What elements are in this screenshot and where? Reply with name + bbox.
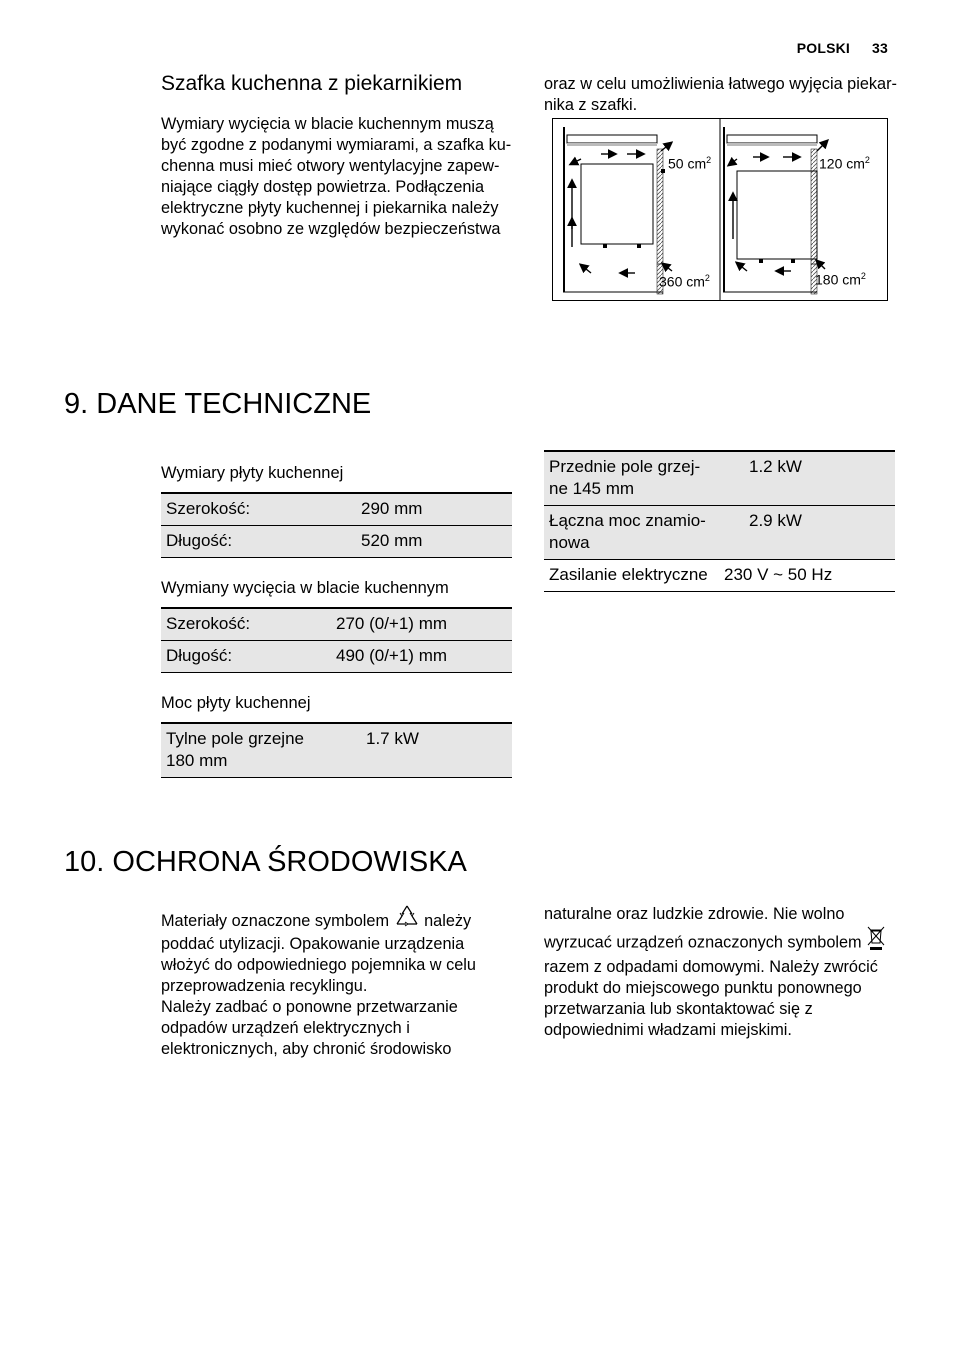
section-title: DANE TECHNICZNE bbox=[96, 388, 372, 420]
left-cabinet bbox=[563, 127, 672, 294]
table-row bbox=[161, 641, 512, 673]
row-label: Tylne pole grzejne 180 mm bbox=[161, 723, 361, 778]
cabinet-text bbox=[161, 114, 521, 240]
text-line: wyrzucać urządzeń oznaczonych symbolem bbox=[544, 925, 914, 957]
text-line: wykonać osobno ze względów bezpieczeństwa bbox=[161, 220, 501, 238]
left-top-opening-label: 50 $cm^2$ bbox=[668, 155, 712, 172]
row-label: Łączna moc znamio- nowa bbox=[544, 506, 719, 560]
row-label: Szerokość: bbox=[161, 608, 331, 641]
row-label: Zasilanie elektryczne bbox=[544, 560, 719, 592]
text-line: oraz w celu umożliwienia łatwego wyjęcia piekar- bbox=[544, 75, 897, 93]
row-value: 290 mm bbox=[356, 493, 512, 526]
text-line: być zgodne z podanymi wymiarami, a szafka ku- bbox=[161, 136, 512, 154]
row-value: 270 (0/+1) mm bbox=[331, 608, 512, 641]
text-line: Wymiary wycięcia w blacie kuchennym muszą bbox=[161, 115, 494, 133]
text-line: Materiały oznaczone symbolem należy bbox=[161, 904, 531, 934]
table-row bbox=[161, 526, 512, 558]
section-10-heading bbox=[64, 846, 467, 879]
right-bottom-opening-label: 180 $cm^2$ bbox=[815, 271, 866, 288]
row-value: 1.2 kW bbox=[719, 451, 895, 506]
text-line: naturalne oraz ludzkie zdrowie. Nie wolno bbox=[544, 905, 845, 923]
right-cabinet bbox=[723, 127, 827, 294]
cutout-table bbox=[161, 607, 512, 673]
left-bottom-opening-label: 360 $cm^2$ bbox=[659, 273, 710, 290]
table-row bbox=[161, 608, 512, 641]
power-table bbox=[161, 722, 512, 778]
row-value: 520 mm bbox=[356, 526, 512, 558]
text-line: elektryczne płyty kuchennej i piekarnika należy bbox=[161, 199, 499, 217]
section-number: 10. bbox=[64, 846, 105, 878]
text-line: elektronicznych, aby chronić środowisko bbox=[161, 1040, 452, 1058]
text-line: nika z szafki. bbox=[544, 96, 638, 114]
row-value: 230 V ~ 50 Hz bbox=[719, 560, 895, 592]
cabinet-heading: Szafka kuchenna z piekarnikiem bbox=[161, 72, 463, 95]
right-top-opening-label: 120 $cm^2$ bbox=[819, 155, 870, 172]
crossed-bin-icon bbox=[866, 925, 886, 961]
page-number: 33 bbox=[872, 40, 888, 56]
row-label: Długość: bbox=[161, 641, 331, 673]
text-line: przeprowadzenia recyklingu. bbox=[161, 977, 368, 995]
section-9-heading bbox=[64, 388, 371, 421]
row-value: 2.9 kW bbox=[719, 506, 895, 560]
cabinet-text-continued bbox=[544, 74, 904, 116]
table-row bbox=[544, 560, 895, 592]
row-label: Długość: bbox=[161, 526, 356, 558]
text-line: włożyć do odpowiedniego pojemnika w celu bbox=[161, 956, 476, 974]
section-number: 9. bbox=[64, 388, 89, 420]
language-label: POLSKI bbox=[796, 40, 851, 56]
row-label: Szerokość: bbox=[161, 493, 356, 526]
environment-text-right bbox=[544, 904, 914, 1041]
power-table-continued bbox=[544, 450, 895, 592]
text-line: razem z odpadami domowymi. Należy zwrócić bbox=[544, 958, 878, 976]
text-line: poddać utylizacji. Opakowanie urządzenia bbox=[161, 935, 465, 953]
text-line: chenna musi mieć otwory wentylacyjne zapew- bbox=[161, 157, 500, 175]
table-caption: Moc płyty kuchennej bbox=[161, 694, 311, 712]
text-line: produkt do miejscowego punktu ponownego bbox=[544, 979, 862, 997]
section-title: OCHRONA ŚRODOWISKA bbox=[112, 846, 467, 878]
ventilation-diagram bbox=[552, 118, 888, 301]
text-line: odpadów urządzeń elektrycznych i bbox=[161, 1019, 410, 1037]
text-line: przetwarzania lub skontaktować się z bbox=[544, 1000, 813, 1018]
table-row bbox=[544, 506, 895, 560]
page-header bbox=[775, 40, 888, 56]
text-line: Należy zadbać o ponowne przetwarzanie bbox=[161, 998, 458, 1016]
table-row bbox=[161, 493, 512, 526]
table-caption: Wymiany wycięcia w blacie kuchennym bbox=[161, 579, 449, 597]
environment-text-left bbox=[161, 904, 531, 1060]
dimensions-table bbox=[161, 492, 512, 558]
row-value: 1.7 kW bbox=[361, 723, 512, 778]
table-row bbox=[161, 723, 512, 778]
table-row bbox=[544, 451, 895, 506]
row-value: 490 (0/+1) mm bbox=[331, 641, 512, 673]
row-label: Przednie pole grzej- ne 145 mm bbox=[544, 451, 719, 506]
text-line: odpowiednimi władzami miejskimi. bbox=[544, 1021, 792, 1039]
table-caption: Wymiary płyty kuchennej bbox=[161, 464, 344, 482]
text-line: niające ciągły dostęp powietrza. Podłączenia bbox=[161, 178, 485, 196]
